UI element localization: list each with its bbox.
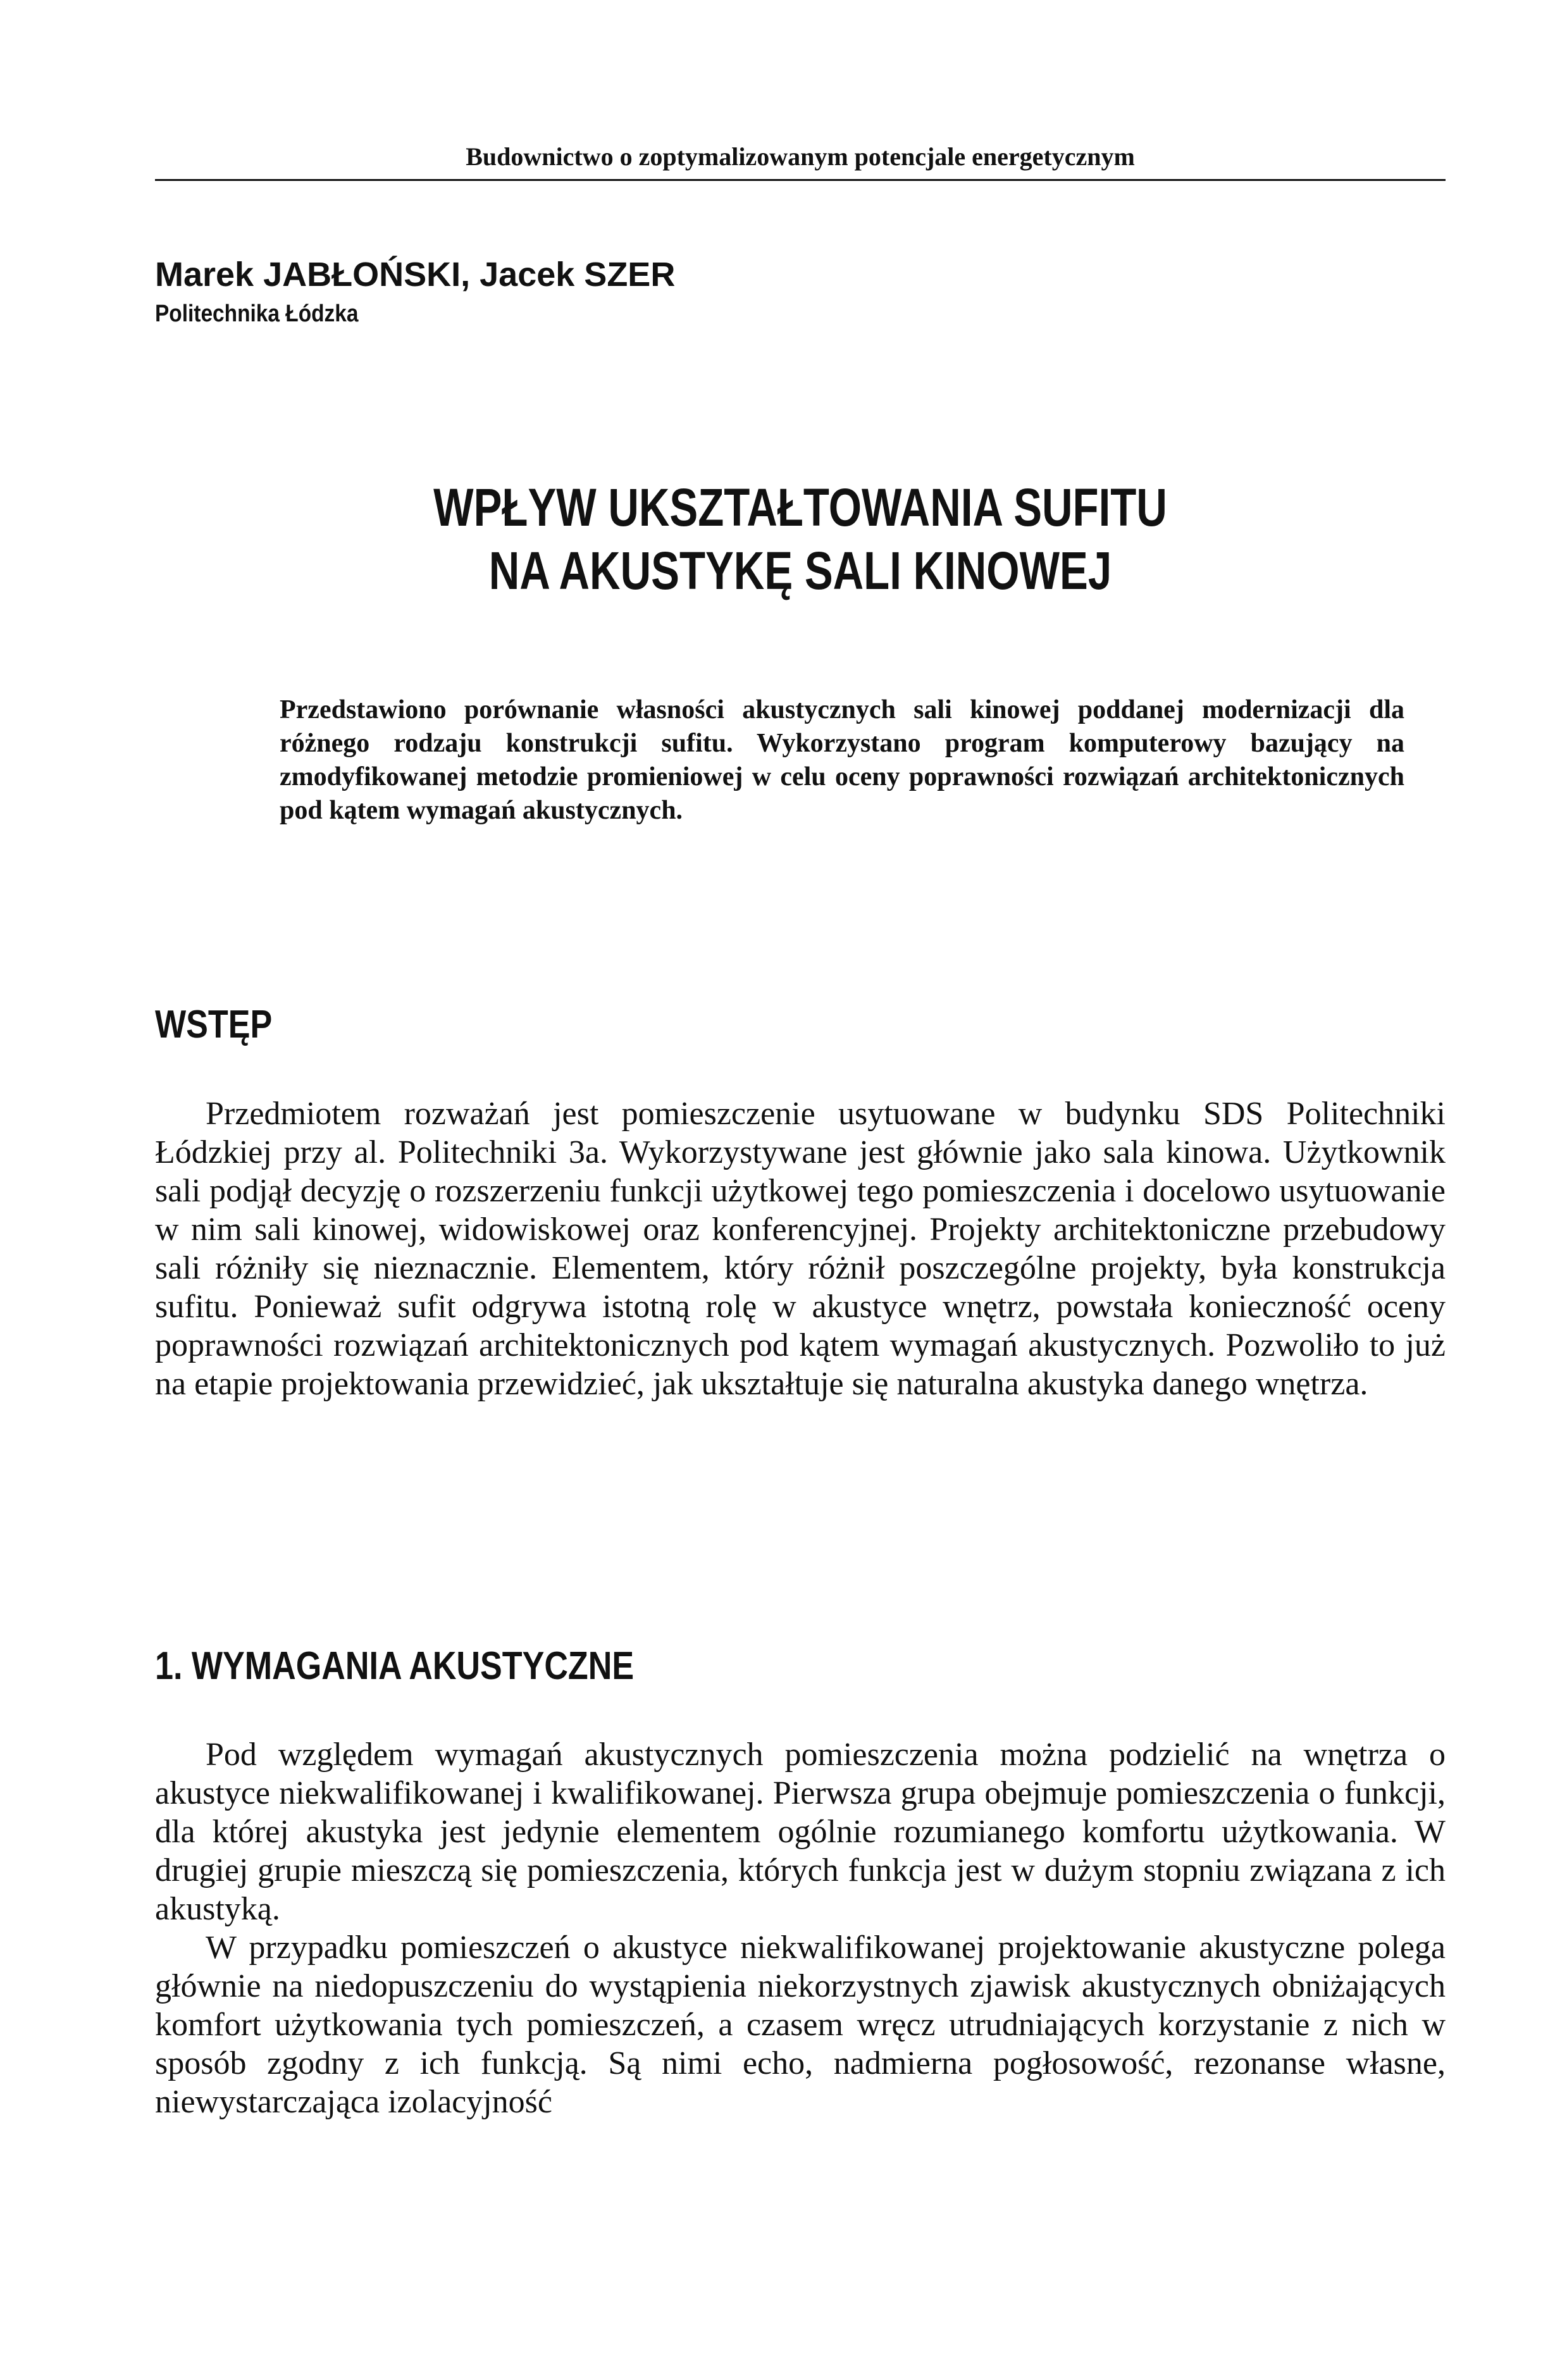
abstract: Przedstawiono porównanie własności akustycznych sali kinowej poddanej modernizacji dla różnego rodzaju konstrukcji sufitu. Wykorzystano program komputerowy bazujący na zmodyfikowanej metodzie promieniowej w celu oceny poprawności rozwiązań architektonicznych pod kątem wymagań akustycznych.	[280, 695, 1404, 825]
running-head: Budownictwo o zoptymalizowanym potencjale energetycznym	[466, 142, 1135, 171]
section-body-requirements	[155, 1735, 1446, 2121]
header-rule	[155, 179, 1446, 181]
section-heading-intro: WSTĘP	[155, 1003, 273, 1046]
paragraph: W przypadku pomieszczeń o akustyce niekwalifikowanej projektowanie akustyczne polega głównie na niedopuszczeniu do wystąpienia niekorzystnych zjawisk akustycznych obniżających komfort użytkowania tych pomieszczeń, a czasem wręcz utrudniających korzystanie z nich w sposób zgodny z ich funkcją. Są nimi echo, nadmierna pogłosowość, rezonanse własne, niewystarczająca izolacyjność	[155, 1930, 1446, 2120]
paragraph: Pod względem wymagań akustycznych pomieszczenia można podzielić na wnętrza o akustyce niekwalifikowanej i kwalifikowanej. Pierwsza grupa obejmuje pomieszczenia o funkcji, dla której akustyka jest jedynie elementem ogólnie rozumianego komfortu użytkowania. W drugiej grupie mieszczą się pomieszczenia, których funkcja jest w dużym stopniu związana z ich akustyką.	[155, 1737, 1446, 1927]
section-body-intro	[155, 1094, 1446, 1403]
paragraph: Przedmiotem rozważań jest pomieszczenie usytuowane w budynku SDS Politechniki Łódzkiej przy al. Politechniki 3a. Wykorzystywane jest głównie jako sala kinowa. Użytkownik sali podjął decyzję o rozszerzeniu funkcji użytkowej tego pomieszczenia i docelowo usytuowanie w nim sali kinowej, widowiskowej oraz konferencyjnej. Projekty architektoniczne przebudowy sali różniły się nieznacznie. Elementem, który różnił poszczególne projekty, była konstrukcja sufitu. Ponieważ sufit odgrywa istotną rolę w akustyce wnętrz, powstała konieczność oceny poprawności rozwiązań architektonicznych pod kątem wymagań akustycznych. Pozwoliło to już na etapie projektowania przewidzieć, jak ukształtuje się naturalna akustyka danego wnętrza.	[155, 1096, 1446, 1402]
authors: Marek JABŁOŃSKI, Jacek SZER	[155, 256, 676, 294]
title-line-2: NA AKUSTYKĘ SALI KINOWEJ	[488, 541, 1112, 600]
section-heading-requirements: 1. WYMAGANIA AKUSTYCZNE	[155, 1644, 635, 1688]
title-line-1: WPŁYW UKSZTAŁTOWANIA SUFITU	[433, 478, 1167, 537]
affiliation: Politechnika Łódzka	[155, 301, 359, 327]
paper-title	[155, 476, 1446, 602]
